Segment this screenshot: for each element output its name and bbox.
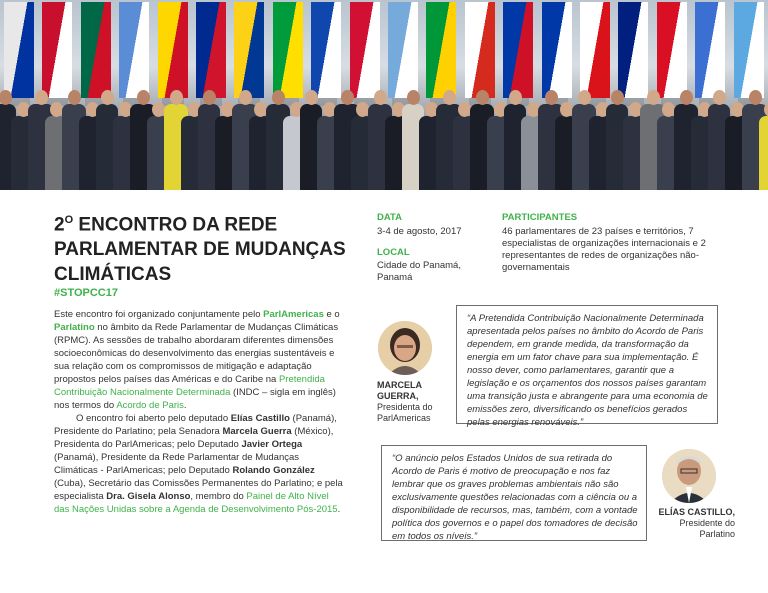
- person-icon: [662, 449, 716, 503]
- local-value: Cidade do Panamá, Panamá: [377, 260, 461, 283]
- elias-castillo-portrait: [662, 449, 716, 503]
- local-label: LOCAL: [377, 247, 410, 258]
- paragraph-1: Este encontro foi organizado conjuntamente pelo ParlAmericas e o Parlatino no âmbito da Rede Parlamentar de Mudanças Climáticas (RPMC). As sessões de trabalho abordaram diferentes dimensões socioeconômicas do desenvolvimento das energias sustentáveis e sua relação com os compromissos de mitigação e adaptação propostos pelos países das Américas e do Caribe na Pretendida Contribuição Nacionalmente Determinada (INDC – sigla em inglês) nos termos do Acordo de Paris.: [54, 309, 340, 411]
- data-label: DATA: [377, 212, 402, 223]
- link-painel-alto-nivel[interactable]: Painel de Alto Nível das Nações Unidas sobre a Agenda de Desenvolvimento Pós-2015: [54, 491, 338, 515]
- quote-1-box: “A Pretendida Contribuição Nacionalmente Determinada apresentada pelos países no âmbito do Acordo de Paris dependem, em grande medida, da transformação da energia em um fator chave para sua implementação. É nosso dever, como parlamentares, garantir que a legislação e os orçamentos dos nossos países garantam uma transição justa e abrangente para uma economia de emissões zero, diversificando os benefícios gerados pelas energias renováveis.”: [456, 305, 718, 424]
- person-icon: [378, 321, 432, 375]
- person: [759, 102, 768, 190]
- quote-2-box: “O anúncio pelos Estados Unidos de sua retirada do Acordo de Paris é motivo de preocupação e nos faz lembrar que os graves problemas ambientais não são exclusivamente questões relacionadas com a ciência ou a disponibilidade de recursos, mas, também, com a vontade política dos governos e o papel dos tomadores de decisão em todos os níveis.”: [381, 445, 647, 541]
- link-parlatino[interactable]: Parlatino: [54, 322, 95, 333]
- participantes-label: PARTICIPANTES: [502, 212, 578, 223]
- marcela-guerra-portrait: [378, 321, 432, 375]
- hashtag: #STOPCC17: [54, 287, 118, 299]
- link-parlamericas[interactable]: ParlAmericas: [263, 309, 324, 320]
- delegates-crowd: [0, 72, 768, 190]
- quote-1-caption: MARCELA GUERRA, Presidenta do ParlAmericas: [377, 380, 433, 423]
- participantes-value: 46 parlamentares de 23 países e territórios, 7 especialistas de organizações internacionais e 2 representantes de redes de organizações não-governamentais: [502, 226, 706, 273]
- title-superscript: O: [64, 214, 74, 226]
- link-indc[interactable]: Pretendida Contribuição Nacionalmente Determinada: [54, 374, 325, 398]
- quote-2-caption: ELÍAS CASTILLO, Presidente do Parlatino: [658, 507, 735, 539]
- article-title: $2^O$ ENCONTRO DA REDE PARLAMENTAR DE MUDANÇAS CLIMÁTICAS: [54, 214, 346, 286]
- group-photo: [0, 0, 768, 190]
- link-acordo-de-paris[interactable]: Acordo de Paris: [116, 400, 184, 411]
- article-body: [54, 308, 344, 516]
- data-value: 3-4 de agosto, 2017: [377, 226, 462, 237]
- paragraph-2: O encontro foi aberto pelo deputado Elías Castillo (Panamá), Presidente do Parlatino; pela Senadora Marcela Guerra (México), Presidenta do ParlAmericas; pelo Deputado Javier Ortega (Panamá), Presidente da Rede Parlamentar de Mudanças Climáticas - ParlAmericas; pelo Deputado Rolando González (Cuba), Secretário das Comissões Permanentes do Parlatino; e pela especialista Dra. Gisela Alonso, membro do Painel de Alto Nível das Nações Unidas sobre a Agenda de Desenvolvimento Pós-2015.: [54, 413, 343, 515]
